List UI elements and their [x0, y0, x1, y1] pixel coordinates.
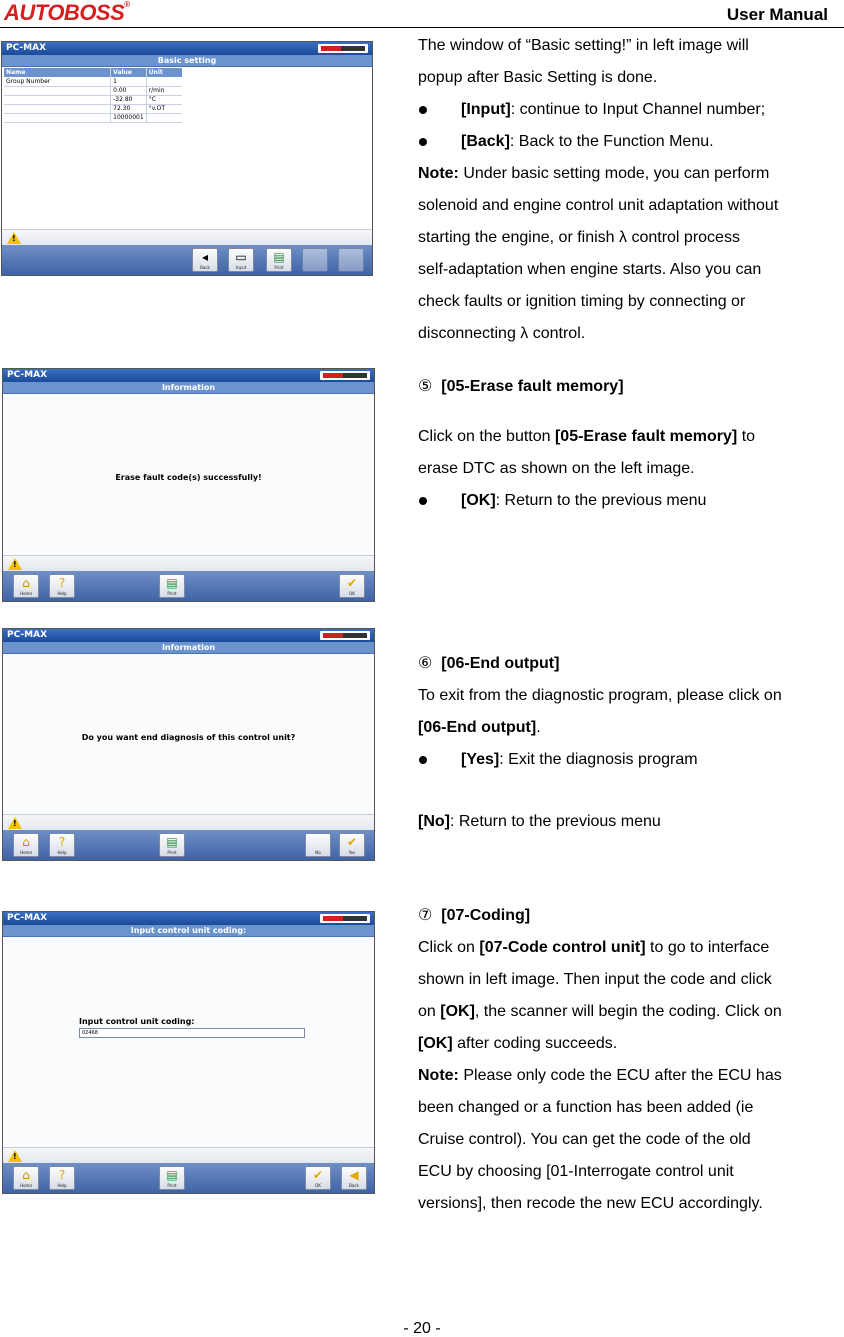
ok-button[interactable]: ✔ OK — [305, 1166, 331, 1190]
button-bar — [3, 1163, 374, 1193]
table-row[interactable]: Group Number 1 — [4, 77, 182, 86]
text-line: shown in left image. Then input the code and click — [418, 971, 772, 988]
text-line: erase DTC as shown on the left image. — [418, 460, 695, 477]
text-line: The window of “Basic setting!” in left image will — [418, 37, 749, 54]
back-button[interactable]: ◀ Back — [341, 1166, 367, 1190]
note-line: Note: Please only code the ECU after the ECU has — [418, 1067, 782, 1084]
home-icon: ⌂ — [22, 1168, 30, 1182]
text-line: To exit from the diagnostic program, please click on — [418, 687, 782, 704]
text-line: been changed or a function has been added (ie — [418, 1099, 754, 1116]
app-titlebar: PC-MAX — [2, 42, 372, 55]
autoboss-mini-logo — [320, 631, 370, 640]
app-titlebar: PC-MAX — [3, 912, 374, 925]
help-button[interactable]: ? Help — [49, 574, 75, 598]
print-icon: ▤ — [273, 250, 285, 264]
autoboss-mini-logo — [320, 914, 370, 923]
screen-title-bar: Information — [3, 642, 374, 654]
back-icon: ◂ — [201, 250, 209, 264]
section-heading: ⑤ [05-Erase fault memory] — [418, 378, 624, 395]
home-icon: ⌂ — [22, 576, 30, 590]
end-output-description — [418, 648, 844, 838]
warning-bar — [3, 555, 374, 571]
help-button[interactable]: ? Help — [49, 833, 75, 857]
table-row[interactable]: 72.30 °v.OT — [4, 104, 182, 113]
print-icon: ▤ — [166, 835, 178, 849]
print-icon: ▤ — [166, 1168, 178, 1182]
erase-fault-description — [418, 371, 844, 517]
yes-button[interactable]: ✔ Yes — [339, 833, 365, 857]
coding-input[interactable]: 02468 — [79, 1028, 305, 1038]
button-bar — [3, 571, 374, 601]
table-row[interactable]: -32.80 °C — [4, 95, 182, 104]
print-button[interactable]: ▤ Print — [159, 574, 185, 598]
no-line: [No]: Return to the previous menu — [418, 813, 661, 830]
text-line: [OK] after coding succeeds. — [418, 1035, 618, 1052]
print-button[interactable]: ▤ Print — [266, 248, 292, 272]
button-bar — [2, 245, 372, 275]
basic-setting-description — [418, 30, 844, 350]
screen-title-bar: Input control unit coding: — [3, 925, 374, 937]
app-titlebar: PC-MAX — [3, 629, 374, 642]
text-line: check faults or ignition timing by connecting or — [418, 293, 746, 310]
help-icon: ? — [58, 576, 66, 590]
autoboss-mini-logo — [320, 371, 370, 380]
header-divider — [0, 27, 844, 28]
help-icon: ? — [58, 1168, 66, 1182]
column-header-unit: Unit — [146, 68, 182, 77]
help-icon: ? — [58, 835, 66, 849]
screen-title-bar: Basic setting — [2, 55, 372, 67]
page-header — [0, 0, 844, 30]
checkmark-icon: ✔ — [346, 835, 358, 849]
print-button[interactable]: ▤ Print — [159, 833, 185, 857]
coding-description — [418, 900, 844, 1220]
warning-icon — [7, 232, 21, 244]
autoboss-logo: AUTOBOSS® — [4, 0, 130, 25]
warning-bar — [3, 814, 374, 830]
column-header-name: Name — [4, 68, 111, 77]
column-header-value: Value — [111, 68, 147, 77]
button-bar — [3, 830, 374, 860]
basic-setting-screenshot — [1, 41, 373, 276]
input-button[interactable]: ▭ Input — [228, 248, 254, 272]
autoboss-mini-logo — [318, 44, 368, 53]
disabled-button-1[interactable] — [302, 248, 328, 272]
basic-setting-table — [4, 68, 182, 123]
bullet-yes: [Yes]: Exit the diagnosis program — [418, 744, 844, 776]
coding-label: Input control unit coding: — [79, 1017, 195, 1026]
warning-icon — [8, 1150, 22, 1162]
bullet-ok: [OK]: Return to the previous menu — [418, 485, 844, 517]
section-heading: ⑦ [07-Coding] — [418, 907, 531, 924]
home-button[interactable]: ⌂ Home — [13, 833, 39, 857]
checkmark-icon: ✔ — [346, 576, 358, 590]
help-button[interactable]: ? Help — [49, 1166, 75, 1190]
table-row[interactable]: 10000001 — [4, 113, 182, 122]
text-line: on [OK], the scanner will begin the coding. Click on — [418, 1003, 782, 1020]
back-arrow-icon: ◀ — [349, 1168, 359, 1182]
app-titlebar: PC-MAX — [3, 369, 374, 382]
dialog-message: Erase fault code(s) successfully! — [115, 473, 262, 482]
home-button[interactable]: ⌂ Home — [13, 574, 39, 598]
dialog-body — [3, 937, 374, 1149]
home-button[interactable]: ⌂ Home — [13, 1166, 39, 1190]
table-row[interactable]: 0.00 r/min — [4, 86, 182, 95]
text-line: versions], then recode the new ECU accordingly. — [418, 1195, 763, 1212]
checkmark-icon: ✔ — [312, 1168, 324, 1182]
page-number: - 20 - — [403, 1320, 441, 1337]
text-line: ECU by choosing [01-Interrogate control unit — [418, 1163, 734, 1180]
text-line: disconnecting λ control. — [418, 325, 586, 342]
screen-title-bar: Information — [3, 382, 374, 394]
coding-screenshot — [2, 911, 375, 1194]
ok-button[interactable]: ✔ OK — [339, 574, 365, 598]
manual-title: User Manual — [726, 5, 828, 24]
back-button[interactable]: ◂ Back — [192, 248, 218, 272]
bullet-back: [Back]: Back to the Function Menu. — [418, 126, 844, 158]
warning-icon — [8, 558, 22, 570]
home-icon: ⌂ — [22, 835, 30, 849]
warning-icon — [8, 817, 22, 829]
disabled-button-2[interactable] — [338, 248, 364, 272]
text-line: Click on [07-Code control unit] to go to interface — [418, 939, 770, 956]
note-line: Note: Under basic setting mode, you can perform — [418, 165, 770, 182]
text-line: Cruise control). You can get the code of the old — [418, 1131, 751, 1148]
erase-fault-screenshot — [2, 368, 375, 602]
input-icon: ▭ — [235, 250, 247, 264]
text-line: solenoid and engine control unit adaptation without — [418, 197, 779, 214]
no-button[interactable]: No — [305, 833, 331, 857]
text-line: self-adaptation when engine starts. Also you can — [418, 261, 762, 278]
section-heading: ⑥ [06-End output] — [418, 655, 560, 672]
print-button[interactable]: ▤ Print — [159, 1166, 185, 1190]
bullet-input: [Input]: continue to Input Channel number; — [418, 94, 844, 126]
print-icon: ▤ — [166, 576, 178, 590]
text-line: Click on the button [05-Erase fault memory] to — [418, 428, 756, 445]
warning-bar — [3, 1147, 374, 1163]
text-line: [06-End output]. — [418, 719, 541, 736]
text-line: popup after Basic Setting is done. — [418, 69, 658, 86]
dialog-message: Do you want end diagnosis of this control unit? — [81, 733, 296, 742]
text-line: starting the engine, or finish λ control process — [418, 229, 740, 246]
warning-bar — [2, 229, 372, 245]
end-output-screenshot — [2, 628, 375, 861]
